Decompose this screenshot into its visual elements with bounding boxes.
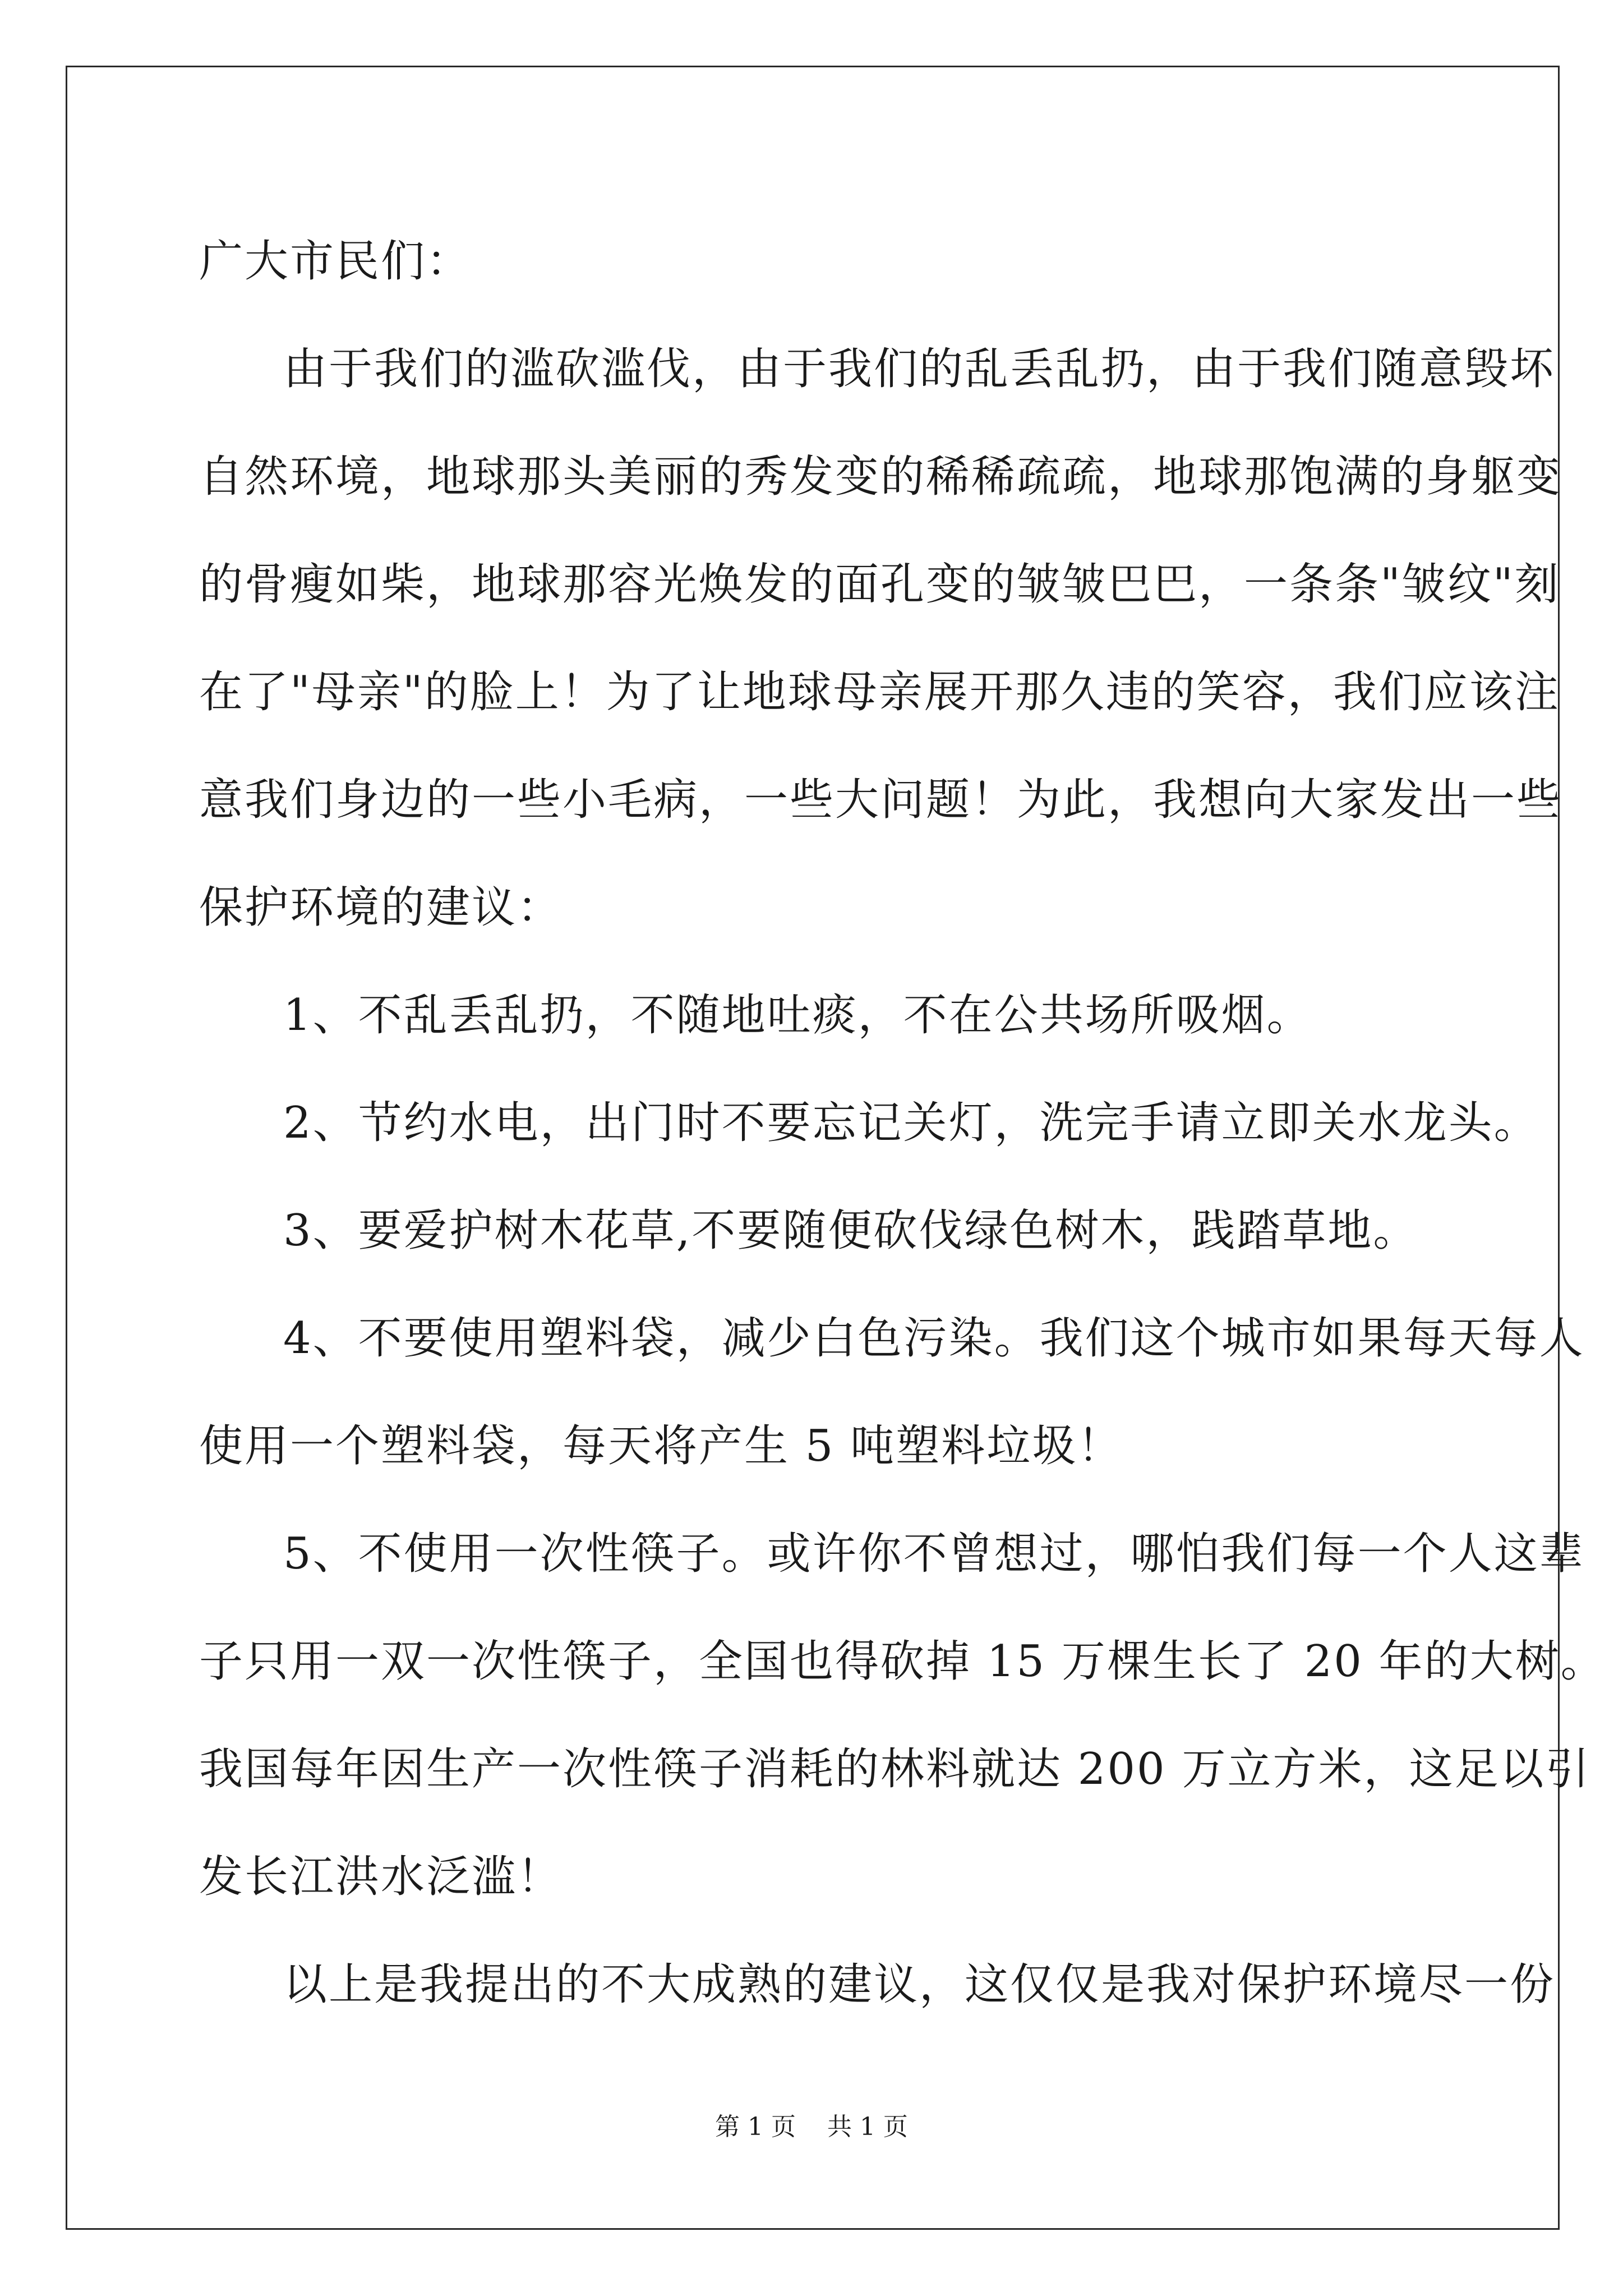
- list-item-3: 3、要爱护树木花草,不要随便砍伐绿色树木，践踏草地。: [283, 1205, 1419, 1256]
- salutation-line: 广大市民们：: [199, 236, 472, 287]
- paragraph-line: 意我们身边的一些小毛病，一些大问题！为此，我想向大家发出一些: [199, 775, 1562, 825]
- list-item-4-continued: 使用一个塑料袋，每天将产生 5 吨塑料垃圾！: [199, 1421, 1123, 1471]
- list-item-5-continued: 我国每年因生产一次性筷子消耗的林料就达 200 万立方米，这足以引: [199, 1744, 1591, 1795]
- paragraph-line: 在了"母亲"的脸上！为了让地球母亲展开那久违的笑容，我们应该注: [199, 667, 1560, 717]
- paragraph-line: 由于我们的滥砍滥伐，由于我们的乱丢乱扔，由于我们随意毁坏: [283, 344, 1556, 394]
- paragraph-line: 保护环境的建议：: [199, 882, 563, 933]
- list-item-1: 1、不乱丢乱扔，不随地吐痰，不在公共场所吸烟。: [283, 990, 1312, 1041]
- closing-paragraph-line: 以上是我提出的不大成熟的建议，这仅仅是我对保护环境尽一份: [283, 1959, 1556, 2010]
- list-item-4: 4、不要使用塑料袋，减少白色污染。我们这个城市如果每天每人: [283, 1313, 1585, 1364]
- document-body: [199, 208, 1606, 2039]
- list-item-5: 5、不使用一次性筷子。或许你不曾想过，哪怕我们每一个人这辈: [283, 1529, 1585, 1579]
- paragraph-line: 自然环境，地球那头美丽的秀发变的稀稀疏疏，地球那饱满的身躯变: [199, 452, 1562, 502]
- page-number-total: 共 1 页: [827, 2113, 908, 2141]
- list-item-5-continued: 发长江洪水泛滥！: [199, 1852, 563, 1902]
- list-item-5-continued: 子只用一双一次性筷子，全国也得砍掉 15 万棵生长了 20 年的大树。: [199, 1636, 1606, 1687]
- paragraph-line: 的骨瘦如柴，地球那容光焕发的面孔变的皱皱巴巴，一条条"皱纹"刻: [199, 559, 1560, 610]
- list-item-2: 2、节约水电，出门时不要忘记关灯，洗完手请立即关水龙头。: [283, 1098, 1539, 1148]
- page-number-current: 第 1 页: [715, 2113, 796, 2141]
- page-footer: [0, 2110, 1623, 2144]
